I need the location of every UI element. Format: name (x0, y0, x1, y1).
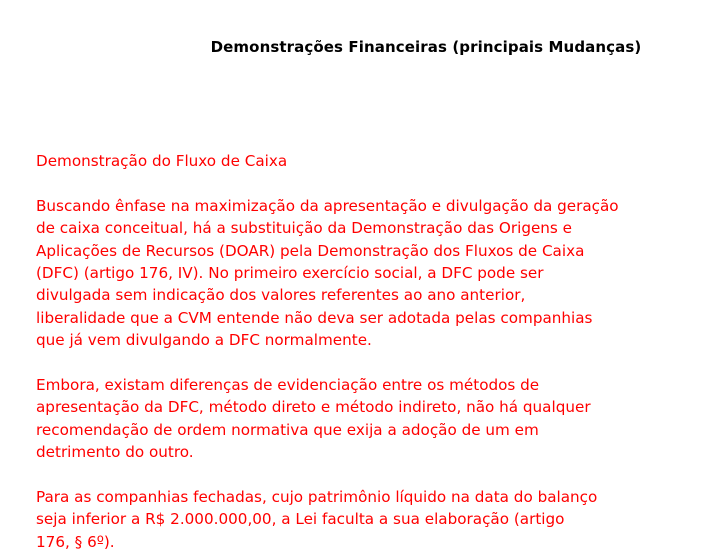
paragraph-line: que já vem divulgando a DFC normalmente. (36, 331, 372, 350)
paragraph-line: seja inferior a R$ 2.000.000,00, a Lei faculta a sua elaboração (artigo (36, 510, 565, 529)
paragraph (36, 486, 676, 553)
slide-title: Demonstrações Financeiras (principais Mudanças) (210, 38, 642, 56)
paragraph-line: Aplicações de Recursos (DOAR) pela Demonstração dos Fluxos de Caixa (36, 241, 585, 260)
paragraph (36, 195, 676, 352)
paragraph-line: 176, § 6º). (36, 532, 115, 551)
paragraph-line: recomendação de ordem normativa que exija a adoção de um em (36, 420, 539, 439)
paragraph-line: (DFC) (artigo 176, IV). No primeiro exercício social, a DFC pode ser (36, 264, 544, 283)
paragraph (36, 374, 676, 464)
paragraph-line: liberalidade que a CVM entende não deva ser adotada pelas companhias (36, 308, 593, 327)
paragraph-spacer (36, 172, 676, 194)
paragraph-line: apresentação da DFC, método direto e método indireto, não há qualquer (36, 398, 591, 417)
paragraph-line: de caixa conceitual, há a substituição da Demonstração das Origens e (36, 219, 573, 238)
paragraph-spacer (36, 464, 676, 486)
paragraph-line: Buscando ênfase na maximização da apresentação e divulgação da geração (36, 196, 619, 215)
paragraph-line: Embora, existam diferenças de evidenciação entre os métodos de (36, 376, 540, 395)
paragraph-line: divulgada sem indicação dos valores referentes ao ano anterior, (36, 286, 526, 305)
slide-body (36, 150, 676, 553)
paragraph-spacer (36, 352, 676, 374)
paragraph-line: detrimento do outro. (36, 443, 194, 462)
paragraph-line: Para as companhias fechadas, cujo patrimônio líquido na data do balanço (36, 488, 598, 507)
section-heading: Demonstração do Fluxo de Caixa (36, 152, 288, 170)
